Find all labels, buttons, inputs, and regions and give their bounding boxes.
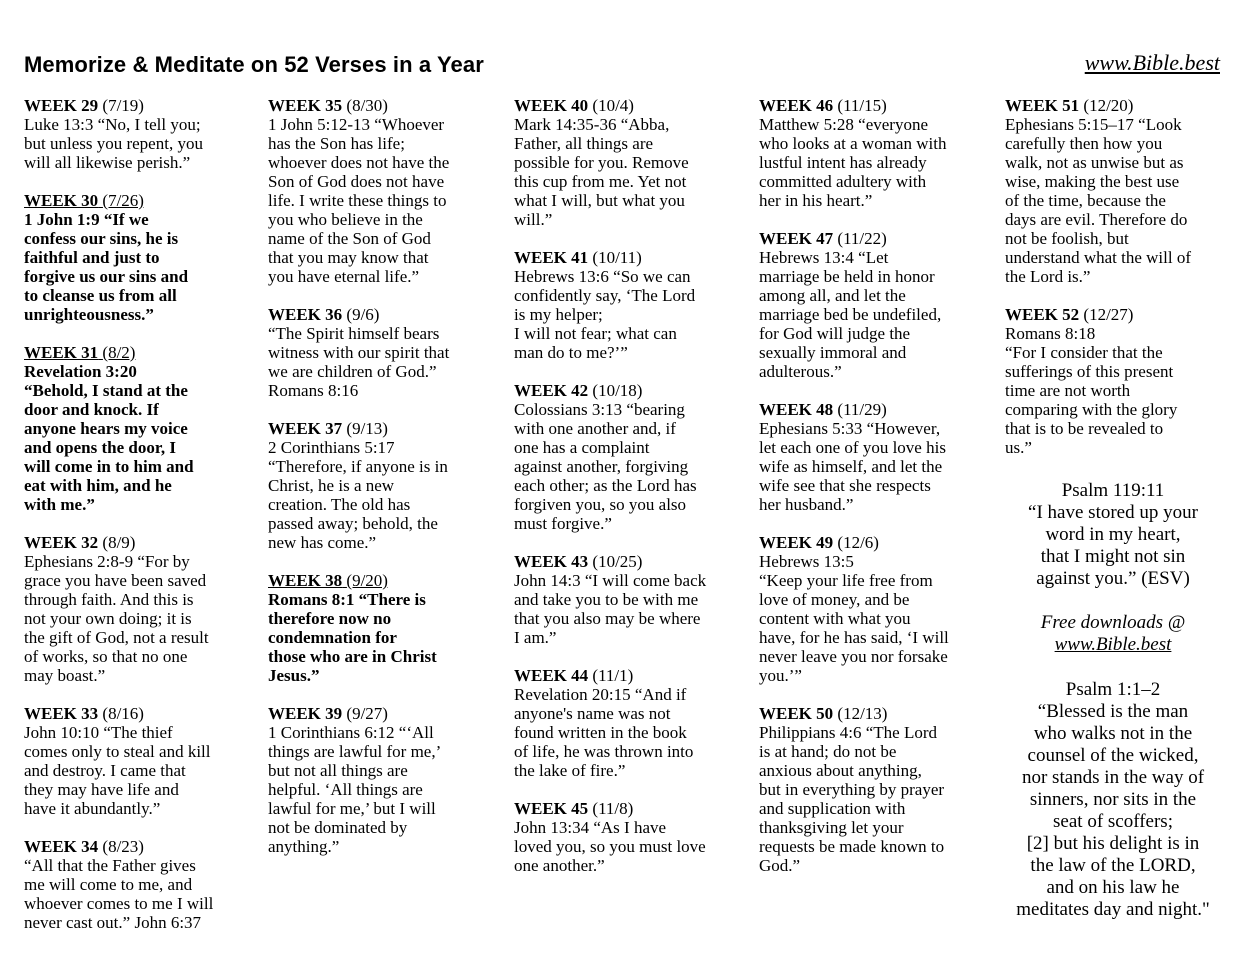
psalm-line: and on his law he [1046,877,1180,898]
verse-text-line: may boast.” [24,666,106,685]
verse-text-line: her husband.” [759,495,854,514]
verse-text-line: this cup from me. Yet not [514,172,687,191]
verse-text-line: her in his heart.” [759,191,873,210]
psalm-line: counsel of the wicked, [1027,745,1199,766]
verse-entry [268,96,486,286]
verse-text-line: Revelation 3:20 [24,362,137,381]
week-label: WEEK 36 [268,305,343,324]
week-date: (11/1) [592,666,634,685]
week-label: WEEK 52 [1005,305,1080,324]
verse-text-line: is at hand; do not be [759,742,897,761]
verse-text-line: Mark 14:35-36 “Abba, [514,115,670,134]
week-date: (12/27) [1083,305,1134,324]
verse-text-line: have, for he has said, ‘I will [759,628,949,647]
verse-entry [268,419,486,552]
week-date: (7/19) [102,96,144,115]
verse-entry [268,571,486,685]
verse-text-line: Revelation 20:15 “And if [514,685,687,704]
verse-text-line: that is to be revealed to [1005,419,1164,438]
verse-text-line: Colossians 3:13 “bearing [514,400,685,419]
week-date: (12/20) [1083,96,1134,115]
psalm-line: [2] but his delight is in [1026,833,1200,854]
verse-column-1 [24,96,242,951]
verse-text-line: Son of God does not have [268,172,445,191]
week-label: WEEK 29 [24,96,99,115]
week-label: WEEK 51 [1005,96,1080,115]
verse-text-line: Philippians 4:6 “The Lord [759,723,938,742]
verse-text-line: 2 Corinthians 5:17 [268,438,395,457]
verse-text-line: must forgive.” [514,514,612,533]
psalm-line: nor stands in the way of [1021,767,1205,788]
verse-text-line: grace you have been saved [24,571,207,590]
verse-text-line: will.” [514,210,553,229]
verse-text-line: marriage be held in honor [759,267,935,286]
verse-text-line: but unless you repent, you [24,134,203,153]
week-heading [24,96,242,115]
verse-entry [514,96,732,229]
verse-text-line: and take you to be with me [514,590,699,609]
verse-text-line: Matthew 5:28 “everyone [759,115,928,134]
verse-text-line: requests be made known to [759,837,945,856]
verse-text-line: never leave you nor forsake [759,647,948,666]
verse-column-5 [1005,96,1221,921]
verse-text-line: let each one of you love his [759,438,946,457]
week-date: (11/22) [837,229,887,248]
week-label: WEEK 42 [514,381,589,400]
verse-text-line: has the Son has life; [268,134,405,153]
verse-text-line: the lake of fire.” [514,761,626,780]
verse-column-4 [759,96,977,894]
verse-text-line: Ephesians 2:8-9 “For by [24,552,190,571]
verse-text-line: confess our sins, he is [24,229,179,248]
verse-text-line: is my helper; [514,305,603,324]
verse-text-line: creation. The old has [268,495,411,514]
verse-text-line: Romans 8:1 “There is [268,590,426,609]
verse-text-line: the Lord is.” [1005,267,1091,286]
verse-text-line: anxious about anything, [759,761,922,780]
week-heading [514,552,732,571]
verse-column-2 [268,96,486,875]
verse-text-line: anything.” [268,837,340,856]
week-label: WEEK 30 [24,191,99,210]
verse-text-line: comes only to steal and kill [24,742,211,761]
week-date: (10/4) [592,96,634,115]
verse-text-line: confidently say, ‘The Lord [514,286,696,305]
week-heading [759,96,977,115]
verse-text-line: Ephesians 5:15–17 “Look [1005,115,1182,134]
verse-entry [759,229,977,381]
week-label: WEEK 46 [759,96,834,115]
verse-text-line: against another, forgiving [514,457,689,476]
verse-entry [759,533,977,685]
verse-entry [514,248,732,362]
verse-text-line: John 13:34 “As I have [514,818,667,837]
week-date: (8/30) [346,96,388,115]
verse-text-line: sufferings of this present [1005,362,1174,381]
verse-text-line: each other; as the Lord has [514,476,697,495]
week-label: WEEK 38 [268,571,343,590]
week-date: (11/15) [837,96,887,115]
verse-text-line: 1 John 1:9 “If we [24,210,149,229]
verse-text-line: among all, and let the [759,286,906,305]
week-heading [24,191,242,210]
verse-text-line: “Keep your life free from [759,571,933,590]
verse-text-line: that you also may be where [514,609,701,628]
week-label: WEEK 48 [759,400,834,419]
verse-text-line: you.’” [759,666,802,685]
verse-text-line: forgive us our sins and [24,267,189,286]
verse-text-line: found written in the book [514,723,687,742]
downloads-block [1005,612,1221,656]
verse-entry [268,704,486,856]
week-heading [268,571,486,590]
week-date: (10/18) [592,381,643,400]
verse-text-line: loved you, so you must love [514,837,706,856]
week-label: WEEK 49 [759,533,834,552]
psalm-line: against you.” (ESV) [1036,568,1190,589]
verse-text-line: I will not fear; what can [514,324,677,343]
verse-text-line: those who are in Christ [268,647,437,666]
verse-text-line: witness with our spirit that [268,343,450,362]
verse-text-line: “Behold, I stand at the [24,381,188,400]
psalm-line: “Blessed is the man [1037,701,1189,722]
verse-text-line: John 10:10 “The thief [24,723,173,742]
week-label: WEEK 40 [514,96,589,115]
psalm-line: word in my heart, [1045,524,1181,545]
verse-text-line: anyone hears my voice [24,419,188,438]
week-date: (9/13) [346,419,388,438]
verse-entry [24,533,242,685]
verse-text-line: not be foolish, but [1005,229,1129,248]
week-date: (8/16) [102,704,144,723]
verse-entry [514,552,732,647]
verse-text-line: we are children of God.” [268,362,437,381]
week-heading [759,229,977,248]
verse-text-line: that you may know that [268,248,429,267]
verse-text-line: walk, not as unwise but as [1005,153,1184,172]
verse-text-line: time are not worth [1005,381,1131,400]
verse-text-line: Hebrews 13:4 “Let [759,248,889,267]
week-label: WEEK 35 [268,96,343,115]
page-title: Memorize & Meditate on 52 Verses in a Year [24,52,484,77]
week-label: WEEK 37 [268,419,343,438]
verse-entry [759,96,977,210]
verse-text-line: Luke 13:3 “No, I tell you; [24,115,201,134]
verse-entry [24,96,242,172]
psalm-line: who walks not in the [1033,723,1193,744]
week-label: WEEK 34 [24,837,99,856]
week-date: (11/29) [837,400,887,419]
verse-text-line: wife see that she respects [759,476,931,495]
psalm-1-block [1005,679,1221,921]
verse-text-line: I am.” [514,628,557,647]
verse-text-line: wife as himself, and let the [759,457,943,476]
verse-text-line: Ephesians 5:33 “However, [759,419,941,438]
verse-text-line: for God will judge the [759,324,911,343]
verse-text-line: through faith. And this is [24,590,194,609]
week-heading [1005,96,1221,115]
verse-text-line: marriage bed be undefiled, [759,305,942,324]
verse-entry [759,400,977,514]
week-heading [759,704,977,723]
psalm-line: the law of the LORD, [1030,855,1196,876]
week-heading [268,419,486,438]
verse-text-line: helpful. ‘All things are [268,780,423,799]
verse-entry [1005,96,1221,286]
week-heading [759,400,977,419]
verse-column-3 [514,96,732,894]
verse-text-line: Father, all things are [514,134,654,153]
week-heading [24,704,242,723]
verse-text-line: lawful for me,’ but I will [268,799,436,818]
week-date: (7/26) [102,191,144,210]
verse-text-line: love of money, and be [759,590,910,609]
verse-text-line: passed away; behold, the [268,514,438,533]
verse-text-line: unrighteousness.” [24,305,154,324]
week-heading [514,381,732,400]
verse-entry [24,343,242,514]
verse-text-line: who looks at a woman with [759,134,947,153]
week-date: (9/20) [346,571,388,590]
verse-text-line: man do to me?’” [514,343,628,362]
psalm-119-block [1005,480,1221,590]
verse-text-line: will come in to him and [24,457,194,476]
verse-text-line: 1 Corinthians 6:12 “‘All [268,723,434,742]
week-label: WEEK 32 [24,533,99,552]
verse-text-line: door and knock. If [24,400,159,419]
week-heading [514,799,732,818]
psalm-line: “I have stored up your [1028,502,1198,523]
verse-text-line: new has come.” [268,533,377,552]
verse-text-line: content with what you [759,609,911,628]
psalm-line: that I might not sin [1040,546,1186,567]
week-label: WEEK 41 [514,248,589,267]
week-date: (9/6) [346,305,380,324]
verse-text-line: will all likewise perish.” [24,153,191,172]
verse-text-line: condemnation for [268,628,397,647]
verse-text-line: but in everything by prayer [759,780,945,799]
verse-text-line: not be dominated by [268,818,408,837]
verse-text-line: to cleanse us from all [24,286,177,305]
verse-entry [24,704,242,818]
verse-text-line: of the time, because the [1005,191,1166,210]
verse-text-line: John 14:3 “I will come back [514,571,707,590]
verse-text-line: and destroy. I came that [24,761,186,780]
verse-text-line: carefully then how you [1005,134,1163,153]
verse-entry [514,799,732,875]
week-date: (10/25) [592,552,643,571]
downloads-label: Free downloads @ [1040,612,1186,633]
downloads-link[interactable]: www.Bible.best [1054,634,1172,655]
verse-entry [514,381,732,533]
week-date: (9/27) [346,704,388,723]
verse-text-line: adulterous.” [759,362,842,381]
verse-text-line: us.” [1005,438,1032,457]
psalm-line: Psalm 1:1–2 [1065,679,1161,700]
verse-text-line: understand what the will of [1005,248,1192,267]
psalm-line: meditates day and night." [1016,899,1210,920]
verse-text-line: eat with him, and he [24,476,172,495]
verse-entry [759,704,977,875]
site-link[interactable]: www.Bible.best [1084,50,1220,75]
verse-text-line: Romans 8:16 [268,381,359,400]
verse-text-line: lustful intent has already [759,153,927,172]
verse-text-line: and supplication with [759,799,906,818]
week-date: (10/11) [592,248,642,267]
verse-entry [268,305,486,400]
week-heading [24,533,242,552]
verse-text-line: the gift of God, not a result [24,628,209,647]
week-label: WEEK 44 [514,666,589,685]
verse-text-line: you who believe in the [268,210,423,229]
verse-text-line: committed adultery with [759,172,927,191]
week-date: (11/8) [592,799,634,818]
verse-text-line: they may have life and [24,780,179,799]
verse-text-line: have it abundantly.” [24,799,161,818]
verse-text-line: with one another and, if [514,419,676,438]
verse-text-line: “The Spirit himself bears [268,324,440,343]
verse-text-line: whoever does not have the [268,153,450,172]
week-heading [24,343,242,362]
verse-text-line: thanksgiving let your [759,818,904,837]
week-label: WEEK 50 [759,704,834,723]
week-label: WEEK 43 [514,552,589,571]
verse-text-line: sexually immoral and [759,343,907,362]
verse-text-line: anyone's name was not [514,704,671,723]
verse-text-line: me will come to me, and [24,875,193,894]
verse-text-line: faithful and just to [24,248,160,267]
verse-text-line: whoever comes to me I will [24,894,214,913]
verse-text-line: therefore now no [268,609,392,628]
verse-text-line: “For I consider that the [1005,343,1163,362]
verse-text-line: what I will, but what you [514,191,685,210]
verse-text-line: wise, making the best use [1005,172,1180,191]
verse-text-line: you have eternal life.” [268,267,420,286]
week-label: WEEK 31 [24,343,99,362]
verse-text-line: Hebrews 13:6 “So we can [514,267,691,286]
week-heading [268,305,486,324]
verse-text-line: Jesus.” [268,666,320,685]
verse-text-line: “Therefore, if anyone is in [268,457,448,476]
verse-text-line: Romans 8:18 [1005,324,1096,343]
verse-entry [1005,305,1221,457]
verse-text-line: possible for you. Remove [514,153,689,172]
verse-entry [514,666,732,780]
page-header [24,50,1220,80]
verse-text-line: life. I write these things to [268,191,447,210]
verse-text-line: 1 John 5:12-13 “Whoever [268,115,445,134]
verse-text-line: one has a complaint [514,438,650,457]
week-label: WEEK 39 [268,704,343,723]
week-label: WEEK 47 [759,229,834,248]
week-label: WEEK 45 [514,799,589,818]
week-heading [514,248,732,267]
verse-text-line: Christ, he is a new [268,476,395,495]
verse-text-line: one another.” [514,856,605,875]
week-heading [268,96,486,115]
psalm-line: sinners, nor sits in the [1029,789,1197,810]
verse-text-line: comparing with the glory [1005,400,1178,419]
verse-text-line: and opens the door, I [24,438,176,457]
week-date: (8/9) [102,533,136,552]
week-date: (8/23) [102,837,144,856]
verse-text-line: days are evil. Therefore do [1005,210,1188,229]
verse-text-line: of life, he was thrown into [514,742,694,761]
week-date: (12/13) [837,704,888,723]
verse-text-line: God.” [759,856,801,875]
verse-text-line: “All that the Father gives [24,856,196,875]
verse-text-line: things are lawful for me,’ [268,742,442,761]
verse-text-line: never cast out.” John 6:37 [24,913,202,932]
psalm-line: seat of scoffers; [1053,811,1173,832]
week-heading [24,837,242,856]
verse-text-line: Hebrews 13:5 [759,552,854,571]
week-heading [268,704,486,723]
verse-entry [24,191,242,324]
verse-text-line: forgiven you, so you also [514,495,687,514]
verse-text-line: name of the Son of God [268,229,431,248]
verse-text-line: with me.” [24,495,95,514]
verse-text-line: but not all things are [268,761,408,780]
week-heading [514,96,732,115]
week-heading [514,666,732,685]
verse-text-line: of works, so that no one [24,647,188,666]
week-date: (8/2) [102,343,136,362]
verse-text-line: not your own doing; it is [24,609,192,628]
week-label: WEEK 33 [24,704,99,723]
week-heading [1005,305,1221,324]
psalm-line: Psalm 119:11 [1061,480,1165,501]
week-heading [759,533,977,552]
verse-entry [24,837,242,932]
week-date: (12/6) [837,533,879,552]
